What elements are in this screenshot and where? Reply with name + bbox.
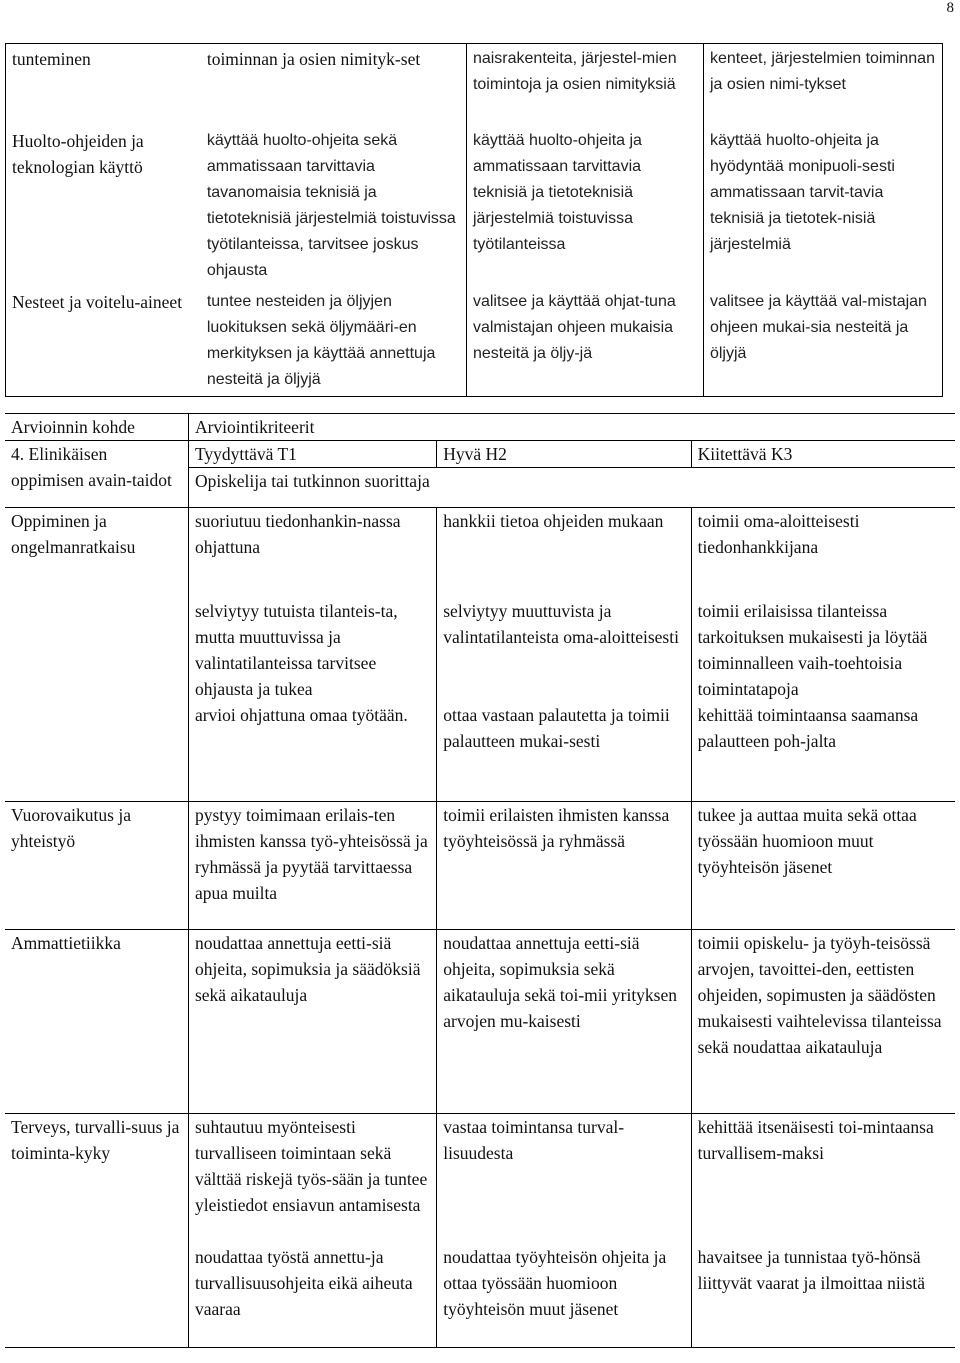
criteria-h2: noudattaa työyhteisön ohjeita ja ottaa työssään huomioon työyhteisön muut jäsenet — [437, 1244, 691, 1348]
table-row — [5, 1244, 955, 1348]
level-k3: Kiitettävä K3 — [691, 441, 955, 468]
header-kohde: Arvioinnin kohde — [5, 414, 188, 441]
criteria-h2: valitsee ja käyttää ohjat-tuna valmistajan ohjeen mukaisia nesteitä ja öljy-jä — [466, 287, 703, 397]
criteria-k3: toimii erilaisissa tilanteissa tarkoituksen mukaisesti ja löytää toiminnalleen vaih-toehtoisia toimintatapoja — [697, 600, 928, 699]
criteria-t1: arvioi ohjattuna omaa työtään. — [188, 702, 436, 802]
criteria-t1: selviytyy tutuista tilanteis-ta, mutta muuttuvissa ja valintatilanteissa tarvitsee ohjausta ja tukea — [188, 598, 436, 702]
criteria-k3: kehittää toimintaansa saamansa palautteen poh-jalta — [697, 704, 919, 751]
row-topic — [5, 702, 188, 802]
criteria-k3: toimii opiskelu- ja työyh-teisössä arvojen, tavoittei-den, eettisten ohjeiden, sopimusten ja säädösten mukaisesti vaihtelevissa tilanteissa sekä noudattaa aikatauluja — [691, 930, 955, 1114]
criteria-t1: noudattaa työstä annettu-ja turvallisuusohjeita eikä aiheuta vaaraa — [188, 1244, 436, 1348]
levels-row — [5, 441, 955, 468]
table-header-row — [5, 414, 955, 441]
criteria-k3: havaitsee ja tunnistaa työ-hönsä liittyvät vaarat ja ilmoittaa niistä — [691, 1244, 955, 1348]
page-number: 8 — [946, 0, 954, 16]
row-topic: Ammattietiikka — [5, 930, 188, 1114]
table-row — [5, 1114, 955, 1244]
criteria-h2: toimii erilaisten ihmisten kanssa työyhteisössä ja ryhmässä — [437, 802, 691, 930]
criteria-t1: toiminnan ja osien nimityk-set — [201, 44, 467, 126]
criteria-k3: tukee ja auttaa muita sekä ottaa työssään huomioon muut työyhteisön jäsenet — [691, 802, 955, 930]
criteria-k3: valitsee ja käyttää val-mistajan ohjeen mukai-sia nesteitä ja öljyjä — [709, 292, 927, 362]
criteria-h2: vastaa toimintansa turval-lisuudesta — [437, 1114, 691, 1244]
row-topic: Oppiminen ja ongelmanratkaisu — [5, 508, 188, 598]
table-row — [5, 802, 955, 930]
criteria-h2: selviytyy muuttuvista ja valintatilanteista oma-aloitteisesti — [437, 598, 691, 702]
table-row — [5, 508, 955, 598]
assessment-table-continued — [5, 43, 943, 397]
criteria-h2: noudattaa annettuja eetti-siä ohjeita, sopimuksia sekä aikatauluja sekä toi-mii yrityksen arvojen mu-kaisesti — [437, 930, 691, 1114]
criteria-h2: naisrakenteita, järjestel-mien toimintoja ja osien nimityksiä — [466, 44, 703, 126]
level-t1: Tyydyttävä T1 — [188, 441, 436, 468]
row-topic: tunteminen — [12, 49, 91, 69]
criteria-k3: käyttää huolto-ohjeita ja hyödyntää monipuoli-sesti ammatissaan tarvit-tavia teknisiä ja tietotek-nisiä järjestelmiä — [709, 131, 895, 253]
row-topic: Nesteet ja voitelu-aineet — [12, 291, 183, 312]
section-title: 4. Elinikäisen oppimisen avain-taidot — [5, 441, 188, 508]
assessment-table — [5, 413, 955, 1348]
criteria-h2: ottaa vastaan palautetta ja toimii palautteen mukai-sesti — [437, 702, 691, 802]
table-row — [5, 702, 955, 802]
criteria-t1: tuntee nesteiden ja öljyjen luokituksen sekä öljymääri-en merkityksen ja käyttää annettuja nesteitä ja öljyjä — [201, 287, 467, 397]
table-row — [5, 598, 955, 702]
row-topic — [5, 1244, 188, 1348]
criteria-k3: toimii oma-aloitteisesti tiedonhankkijana — [691, 508, 955, 598]
row-topic: Terveys, turvalli-suus ja toiminta-kyky — [5, 1114, 188, 1244]
table-row — [6, 287, 943, 397]
table-row — [6, 44, 943, 126]
criteria-h2: käyttää huolto-ohjeita ja ammatissaan tarvittavia teknisiä ja tietoteknisiä järjestelmiä toistuvissa työtilanteissa — [466, 126, 703, 287]
row-topic: Vuorovaikutus ja yhteistyö — [5, 802, 188, 930]
criteria-t1: noudattaa annettuja eetti-siä ohjeita, sopimuksia ja säädöksiä sekä aikatauluja — [188, 930, 436, 1114]
row-topic: Huolto-ohjeiden ja teknologian käyttö — [12, 130, 144, 177]
criteria-k3: kehittää itsenäisesti toi-mintaansa turvallisem-maksi — [691, 1114, 955, 1244]
criteria-k3: kenteet, järjestelmien toiminnan ja osien nimi-tykset — [709, 50, 935, 93]
header-kriteerit: Arviointikriteerit — [188, 414, 955, 441]
subject-label: Opiskelija tai tutkinnon suorittaja — [188, 468, 955, 508]
criteria-t1: suhtautuu myönteisesti turvalliseen toimintaan sekä välttää riskejä työs-sään ja tuntee yleistiedot ensiavun antamisesta — [188, 1114, 436, 1244]
criteria-t1: suoriutuu tiedonhankin-nassa ohjattuna — [188, 508, 436, 598]
criteria-t1: käyttää huolto-ohjeita sekä ammatissaan tarvittavia tavanomaisia teknisiä ja tietoteknisiä järjestelmiä toistuvissa työtilanteissa, tarvitsee joskus ohjausta — [201, 126, 467, 287]
criteria-h2: hankkii tietoa ohjeiden mukaan — [437, 508, 691, 598]
criteria-t1: pystyy toimimaan erilais-ten ihmisten kanssa työ-yhteisössä ja ryhmässä ja pyytää tarvittaessa apua muilta — [188, 802, 436, 930]
table-row — [6, 126, 943, 287]
level-h2: Hyvä H2 — [437, 441, 691, 468]
table-row — [5, 930, 955, 1114]
row-topic — [5, 598, 188, 702]
